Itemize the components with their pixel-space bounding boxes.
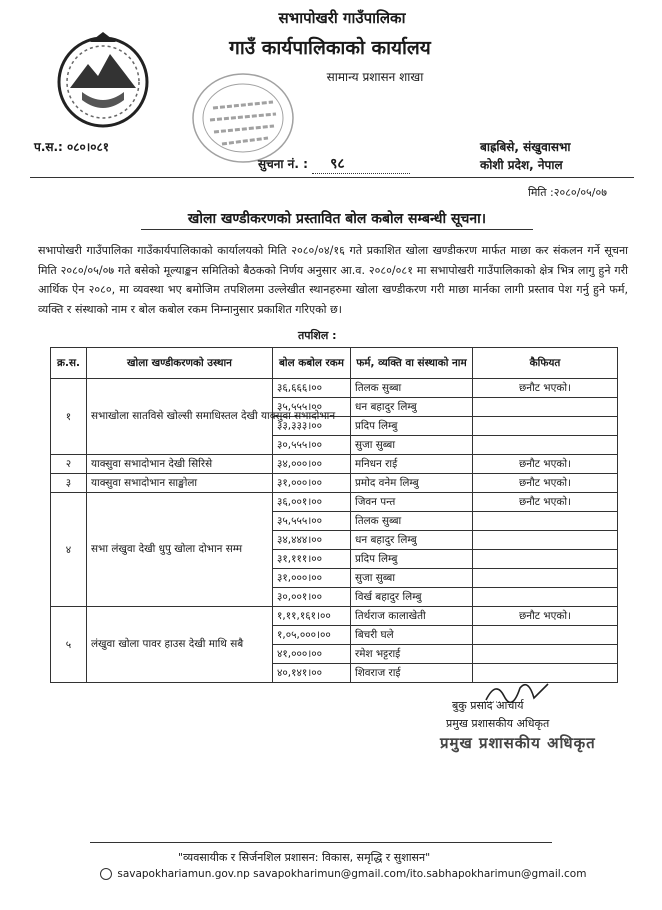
bidder-name: धन बहादुर लिम्बु bbox=[351, 398, 473, 417]
row-remarks bbox=[473, 436, 618, 455]
nepal-emblem-icon bbox=[52, 30, 154, 130]
row-serial-number: २ bbox=[51, 455, 87, 474]
bidder-name: रमेश भट्टराई bbox=[351, 645, 473, 664]
bid-amount: ३६,००१।०० bbox=[273, 493, 351, 512]
globe-icon bbox=[100, 868, 112, 880]
row-serial-number: ४ bbox=[51, 493, 87, 607]
bid-amount: ३६,६६६।०० bbox=[273, 379, 351, 398]
notice-date: मिति :२०८०/०५/०७ bbox=[528, 186, 607, 199]
bid-amount: ४०,१४१।०० bbox=[273, 664, 351, 683]
bidder-name: तिलक सुब्बा bbox=[351, 512, 473, 531]
notice-number-value: ९८ bbox=[312, 154, 410, 174]
table-header-row bbox=[51, 348, 618, 379]
signatory-stamp bbox=[440, 733, 630, 757]
table-row bbox=[51, 455, 618, 474]
row-location: याक्सुवा सभादोभान देखी सिरिसे bbox=[87, 455, 273, 474]
row-location: लंखुवा खोला पावर हाउस देखी माथि सबै bbox=[87, 607, 273, 683]
row-remarks: छनौट भएको। bbox=[473, 493, 618, 512]
signatory-name: बुकु प्रसाद आचार्य bbox=[452, 699, 524, 712]
bid-amount: ३१,०००।०० bbox=[273, 569, 351, 588]
row-remarks: छनौट भएको। bbox=[473, 379, 618, 398]
row-remarks bbox=[473, 398, 618, 417]
table-row bbox=[51, 474, 618, 493]
header-remarks: कैफियत bbox=[473, 348, 618, 379]
row-remarks bbox=[473, 531, 618, 550]
header-amount: बोल कबोल रकम bbox=[273, 348, 351, 379]
bidder-name: प्रदिप लिम्बु bbox=[351, 417, 473, 436]
bidder-name: सुजा सुब्बा bbox=[351, 569, 473, 588]
bids-table bbox=[50, 347, 618, 683]
bid-amount: ३४,४४४।०० bbox=[273, 531, 351, 550]
row-serial-number: ५ bbox=[51, 607, 87, 683]
notice-body: सभापोखरी गाउँपालिका गाउँकार्यपालिकाको कार्यालयको मिति २०८०/०४/१६ गते प्रकाशित खोला खण्डीकरण मार्फत माछा कर संकलन गर्ने सूचना मिति २०८०/०५/०७ गते बसेको मूल्याङ्कन समितिको बैठकको निर्णय अनुसार आ.व. २०८०/०८१ मा सभापोखरी गाउँपालिकाको क्षेत्र भित्र लागु हुने गरी आर्थिक ऐन २०८०, मा व्यवस्था भए बमोजिम तपशिलमा उल्लेखीत स्थानहरुमा खोला खण्डीकरण गरी माछा मार्नका लागी प्रस्ताव पेश गर्नु हुने फर्म, व्यक्ति र संस्थाको नाम र बोल कबोल रकम निम्नानुसार प्रकाशित गरिएको छ। bbox=[38, 244, 628, 316]
row-remarks: छनौट भएको। bbox=[473, 607, 618, 626]
notice-title: खोला खण्डीकरणको प्रस्तावित बोल कबोल सम्बन्धी सूचना। bbox=[187, 211, 487, 227]
bidder-name: तिर्थराज कालाखेती bbox=[351, 607, 473, 626]
row-location: याक्सुवा सभादोभान साङ्खोला bbox=[87, 474, 273, 493]
header-bidder: फर्म, व्यक्ति वा संस्थाको नाम bbox=[351, 348, 473, 379]
row-remarks bbox=[473, 550, 618, 569]
row-location: सभाखोला सातविसे खोल्सी समाधिस्तल देखी याक्सुवा सभादोभान bbox=[87, 379, 273, 455]
row-remarks bbox=[473, 569, 618, 588]
row-remarks bbox=[473, 645, 618, 664]
schedule-label: तपशिल : bbox=[298, 329, 337, 342]
footer-motto: "व्यवसायीक र सिर्जनशिल प्रशासन: विकास, समृद्धि र सुशासन" bbox=[178, 851, 431, 864]
bidder-name: शिवराज राई bbox=[351, 664, 473, 683]
bidder-name: विर्ख बहादुर लिम्बु bbox=[351, 588, 473, 607]
bidder-name: बिचरी घले bbox=[351, 626, 473, 645]
bidder-name: प्रमोद वनेम लिम्बु bbox=[351, 474, 473, 493]
bid-amount: ३५,५५५।०० bbox=[273, 398, 351, 417]
footer-contacts bbox=[100, 868, 586, 880]
address-line2: कोशी प्रदेश, नेपाल bbox=[480, 158, 563, 172]
branch-name: सामान्य प्रशासन शाखा bbox=[326, 70, 424, 84]
office-stamp-icon bbox=[188, 68, 298, 168]
row-remarks bbox=[473, 588, 618, 607]
row-remarks bbox=[473, 512, 618, 531]
header-sn: क्र.स. bbox=[51, 348, 87, 379]
bidder-name: सुजा सुब्बा bbox=[351, 436, 473, 455]
address-line1: बाह्रबिसे, संखुवासभा bbox=[480, 140, 571, 154]
row-serial-number: ३ bbox=[51, 474, 87, 493]
signatory-title: प्रमुख प्रशासकीय अधिकृत bbox=[446, 717, 550, 730]
bidder-name: जिवन पन्त bbox=[351, 493, 473, 512]
footer-divider bbox=[90, 842, 552, 843]
office-name: गाउँ कार्यपालिकाको कार्यालय bbox=[229, 37, 431, 59]
bidder-name: धन बहादुर लिम्बु bbox=[351, 531, 473, 550]
header-location: खोला खण्डीकरणको उस्थान bbox=[87, 348, 273, 379]
bidder-name: प्रदिप लिम्बु bbox=[351, 550, 473, 569]
header-divider bbox=[30, 177, 634, 178]
title-underline bbox=[141, 229, 533, 230]
bid-amount: १,११,१६१।०० bbox=[273, 607, 351, 626]
bid-amount: ३५,५५५।०० bbox=[273, 512, 351, 531]
row-remarks bbox=[473, 417, 618, 436]
bid-amount: ३३,३३३।०० bbox=[273, 417, 351, 436]
bid-amount: ३१,०००।०० bbox=[273, 474, 351, 493]
row-location: सभा लंखुवा देखी धुपु खोला दोभान सम्म bbox=[87, 493, 273, 607]
table-row bbox=[51, 379, 618, 398]
bid-amount: ३१,१११।०० bbox=[273, 550, 351, 569]
row-remarks: छनौट भएको। bbox=[473, 474, 618, 493]
table-body bbox=[51, 379, 618, 683]
row-remarks: छनौट भएको। bbox=[473, 455, 618, 474]
notice-number bbox=[258, 154, 410, 174]
bid-amount: ४१,०००।०० bbox=[273, 645, 351, 664]
signatory-stamp-text: प्रमुख प्रशासकीय अधिकृत bbox=[440, 734, 596, 752]
table-row bbox=[51, 493, 618, 512]
row-serial-number: १ bbox=[51, 379, 87, 455]
bidder-name: तिलक सुब्बा bbox=[351, 379, 473, 398]
bid-amount: ३०,५५५।०० bbox=[273, 436, 351, 455]
bid-amount: १,०५,०००।०० bbox=[273, 626, 351, 645]
bid-amount: ३४,०००।०० bbox=[273, 455, 351, 474]
bidder-name: मनिधन राई bbox=[351, 455, 473, 474]
footer-contacts-text: savapokhariamun.gov.np savapokharimun@gmail.com/ito.sabhapokharimun@gmail.com bbox=[117, 868, 587, 880]
municipality-name: सभापोखरी गाउँपालिका bbox=[278, 9, 406, 27]
notice-number-label: सुचना नं. : bbox=[258, 157, 308, 171]
reference-number: प.स.: ०८०।०८१ bbox=[34, 140, 110, 154]
row-remarks bbox=[473, 626, 618, 645]
bid-amount: ३०,००१।०० bbox=[273, 588, 351, 607]
table-row bbox=[51, 607, 618, 626]
